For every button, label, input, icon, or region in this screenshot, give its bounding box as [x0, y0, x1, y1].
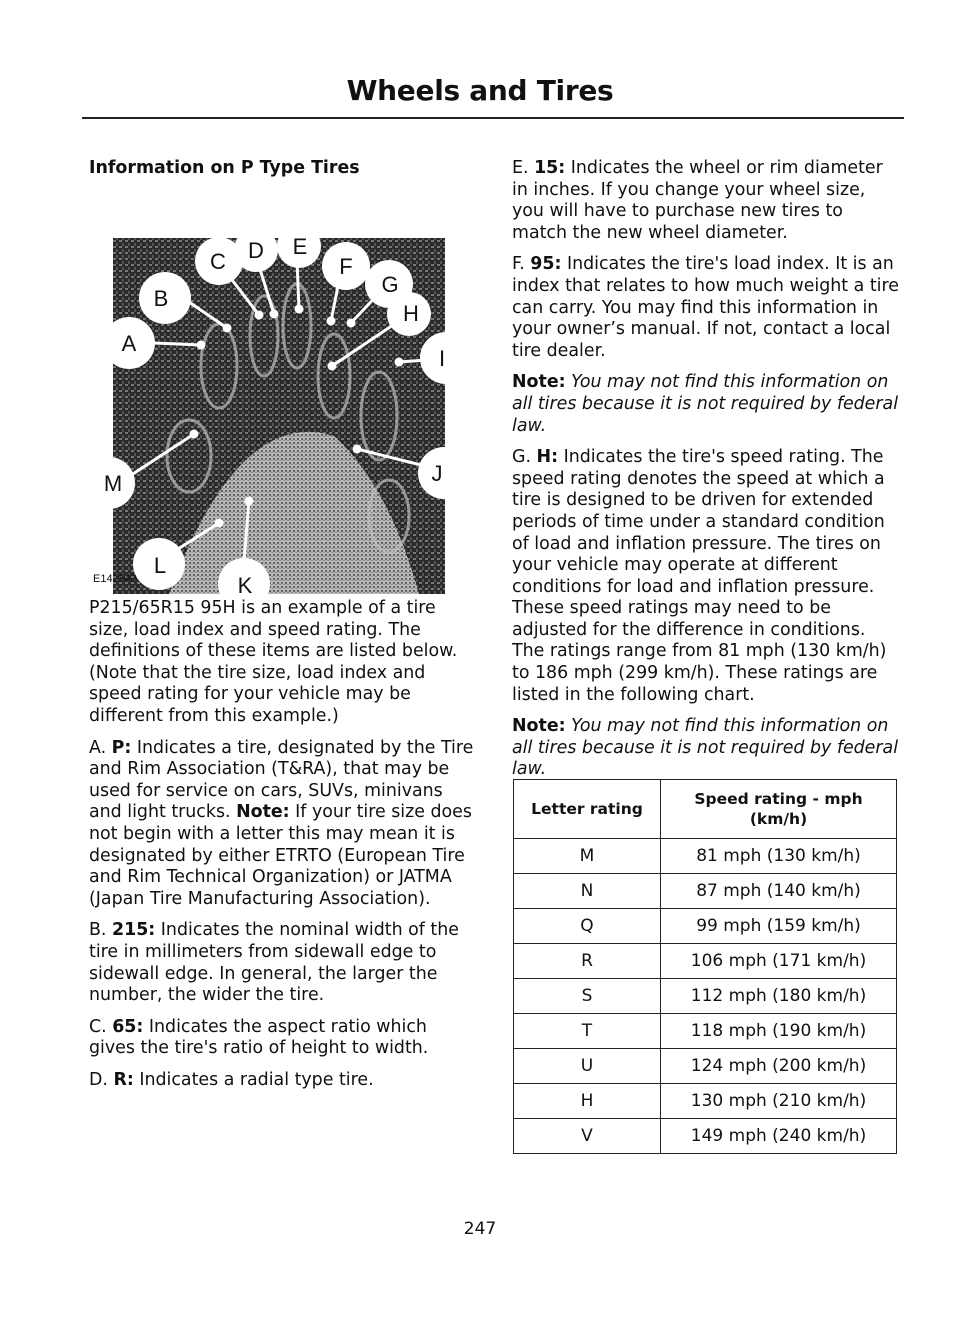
item-f-prefix: F.	[512, 254, 525, 275]
callout-label-e: E	[292, 233, 308, 259]
speed-cell: 106 mph (171 km/h)	[661, 944, 897, 979]
callout-label-m: M	[103, 470, 123, 496]
item-d-prefix: D.	[89, 1069, 108, 1090]
callout-bubble-j	[418, 447, 470, 499]
item-d	[89, 1070, 476, 1092]
item-f-key: 95:	[530, 254, 562, 275]
item-g-text: Indicates the tire's speed rating. The speed rating denotes the speed at which a tire is designed to be driven for extended periods of time under a standard condition of load and inflation pressure. The tires on your vehicle may operate at different conditions for load and inflation pressure. These speed ratings may need to be adjusted for the difference in conditions. The ratings range from 81 mph (130 km/h) to 186 mph (299 km/h). These ratings are listed in the following chart.	[512, 447, 887, 705]
header-divider	[82, 117, 904, 119]
item-g-prefix: G.	[512, 447, 532, 468]
callout-label-a: A	[121, 330, 137, 356]
table-row	[514, 909, 897, 944]
speed-cell: 149 mph (240 km/h)	[661, 1119, 897, 1154]
item-b-prefix: B.	[89, 920, 107, 941]
page-number: 247	[463, 1219, 497, 1239]
item-a-prefix: A.	[89, 737, 107, 758]
callout-label-c: C	[210, 248, 226, 274]
item-e-key: 15:	[534, 158, 566, 178]
table-row	[514, 1084, 897, 1119]
note-1	[512, 372, 902, 437]
callout-line-e	[297, 261, 299, 309]
note-2-key: Note:	[512, 716, 566, 737]
note-2	[512, 716, 902, 781]
callout-line-a	[154, 343, 201, 345]
speed-cell: 130 mph (210 km/h)	[661, 1084, 897, 1119]
item-g	[512, 447, 902, 706]
letter-cell: H	[514, 1084, 661, 1119]
speed-cell: 81 mph (130 km/h)	[661, 839, 897, 874]
section-title: Information on P Type Tires	[89, 158, 360, 178]
column-header-speed: Speed rating - mph (km/h)	[661, 780, 897, 839]
left-column	[89, 158, 476, 1090]
speed-cell: 112 mph (180 km/h)	[661, 979, 897, 1014]
callout-label-f: F	[339, 253, 353, 279]
table-row	[514, 1049, 897, 1084]
item-d-key: R:	[113, 1069, 134, 1090]
note-1-key: Note:	[512, 372, 566, 393]
letter-cell: N	[514, 874, 661, 909]
letter-cell: U	[514, 1049, 661, 1084]
item-e-prefix: E.	[512, 158, 529, 178]
table-row	[514, 1014, 897, 1049]
letter-cell: V	[514, 1119, 661, 1154]
item-a-note-text: If your tire size does not begin with a letter this may mean it is designated by either ETRTO (European Tire and Rim Technical Organization) or JATMA (Japan Tire Manufacturing Association).	[89, 802, 472, 909]
speed-cell: 118 mph (190 km/h)	[661, 1014, 897, 1049]
letter-cell: Q	[514, 909, 661, 944]
speed-cell: 87 mph (140 km/h)	[661, 874, 897, 909]
table-row	[514, 944, 897, 979]
callout-label-b: B	[153, 285, 169, 311]
item-a	[89, 738, 476, 911]
letter-cell: M	[514, 839, 661, 874]
speed-rating-table	[513, 779, 897, 1154]
column-header-letter: Letter rating	[514, 780, 661, 839]
item-f-text: Indicates the tire's load index. It is an index that relates to how much weight a tire can carry. You may find this information in your owner’s manual. If not, contact a local tire dealer.	[512, 254, 899, 361]
callout-label-i: I	[438, 345, 446, 371]
callout-label-l: L	[153, 552, 167, 578]
table-row	[514, 839, 897, 874]
letter-cell: T	[514, 1014, 661, 1049]
page-title: Wheels and Tires	[346, 74, 614, 107]
table-row	[514, 1119, 897, 1154]
item-a-key: P:	[111, 737, 132, 758]
callout-label-d: D	[248, 237, 264, 263]
item-b-text: Indicates the nominal width of the tire in millimeters from sidewall edge to sidewall edge. In general, the larger the number, the wider the tire.	[89, 920, 459, 1006]
callout-label-k: K	[237, 572, 253, 598]
item-e-text: Indicates the wheel or rim diameter in inches. If you change your wheel size, you will have to purchase new tires to match the new wheel diameter.	[512, 158, 883, 243]
table-header-row	[514, 780, 897, 839]
item-b-key: 215:	[112, 920, 156, 941]
left-body	[89, 598, 476, 1101]
callout-label-h: H	[403, 300, 419, 326]
item-g-key: H:	[536, 447, 559, 468]
item-c-key: 65:	[112, 1016, 144, 1037]
table-row	[514, 979, 897, 1014]
table-row	[514, 874, 897, 909]
item-c	[89, 1017, 476, 1060]
item-d-text: Indicates a radial type tire.	[139, 1069, 374, 1090]
letter-cell: R	[514, 944, 661, 979]
right-column	[512, 158, 902, 791]
letter-cell: S	[514, 979, 661, 1014]
item-a-note-key: Note:	[236, 802, 290, 823]
speed-cell: 99 mph (159 km/h)	[661, 909, 897, 944]
item-b	[89, 920, 476, 1006]
figure-id: E142543	[93, 573, 138, 585]
item-e	[512, 158, 902, 244]
callout-label-j: J	[431, 460, 443, 486]
item-c-text: Indicates the aspect ratio which gives the tire's ratio of height to width.	[89, 1016, 429, 1059]
callout-label-g: G	[381, 271, 399, 297]
speed-cell: 124 mph (200 km/h)	[661, 1049, 897, 1084]
item-f	[512, 254, 902, 362]
note-2-text: You may not find this information on all tires because it is not required by federal law.	[512, 716, 899, 780]
intro-paragraph: P215/65R15 95H is an example of a tire size, load index and speed rating. The definitions of these items are listed below. (Note that the tire size, load index and speed rating for your vehicle may be different from this example.)	[89, 598, 458, 726]
item-c-prefix: C.	[89, 1016, 107, 1037]
item-a-text: Indicates a tire, designated by the Tire and Rim Association (T&RA), that may be used for service on cars, SUVs, minivans and light trucks.	[89, 737, 474, 823]
note-1-text: You may not find this information on all tires because it is not required by federal law.	[512, 372, 899, 436]
callout-bubble-i	[420, 332, 472, 384]
